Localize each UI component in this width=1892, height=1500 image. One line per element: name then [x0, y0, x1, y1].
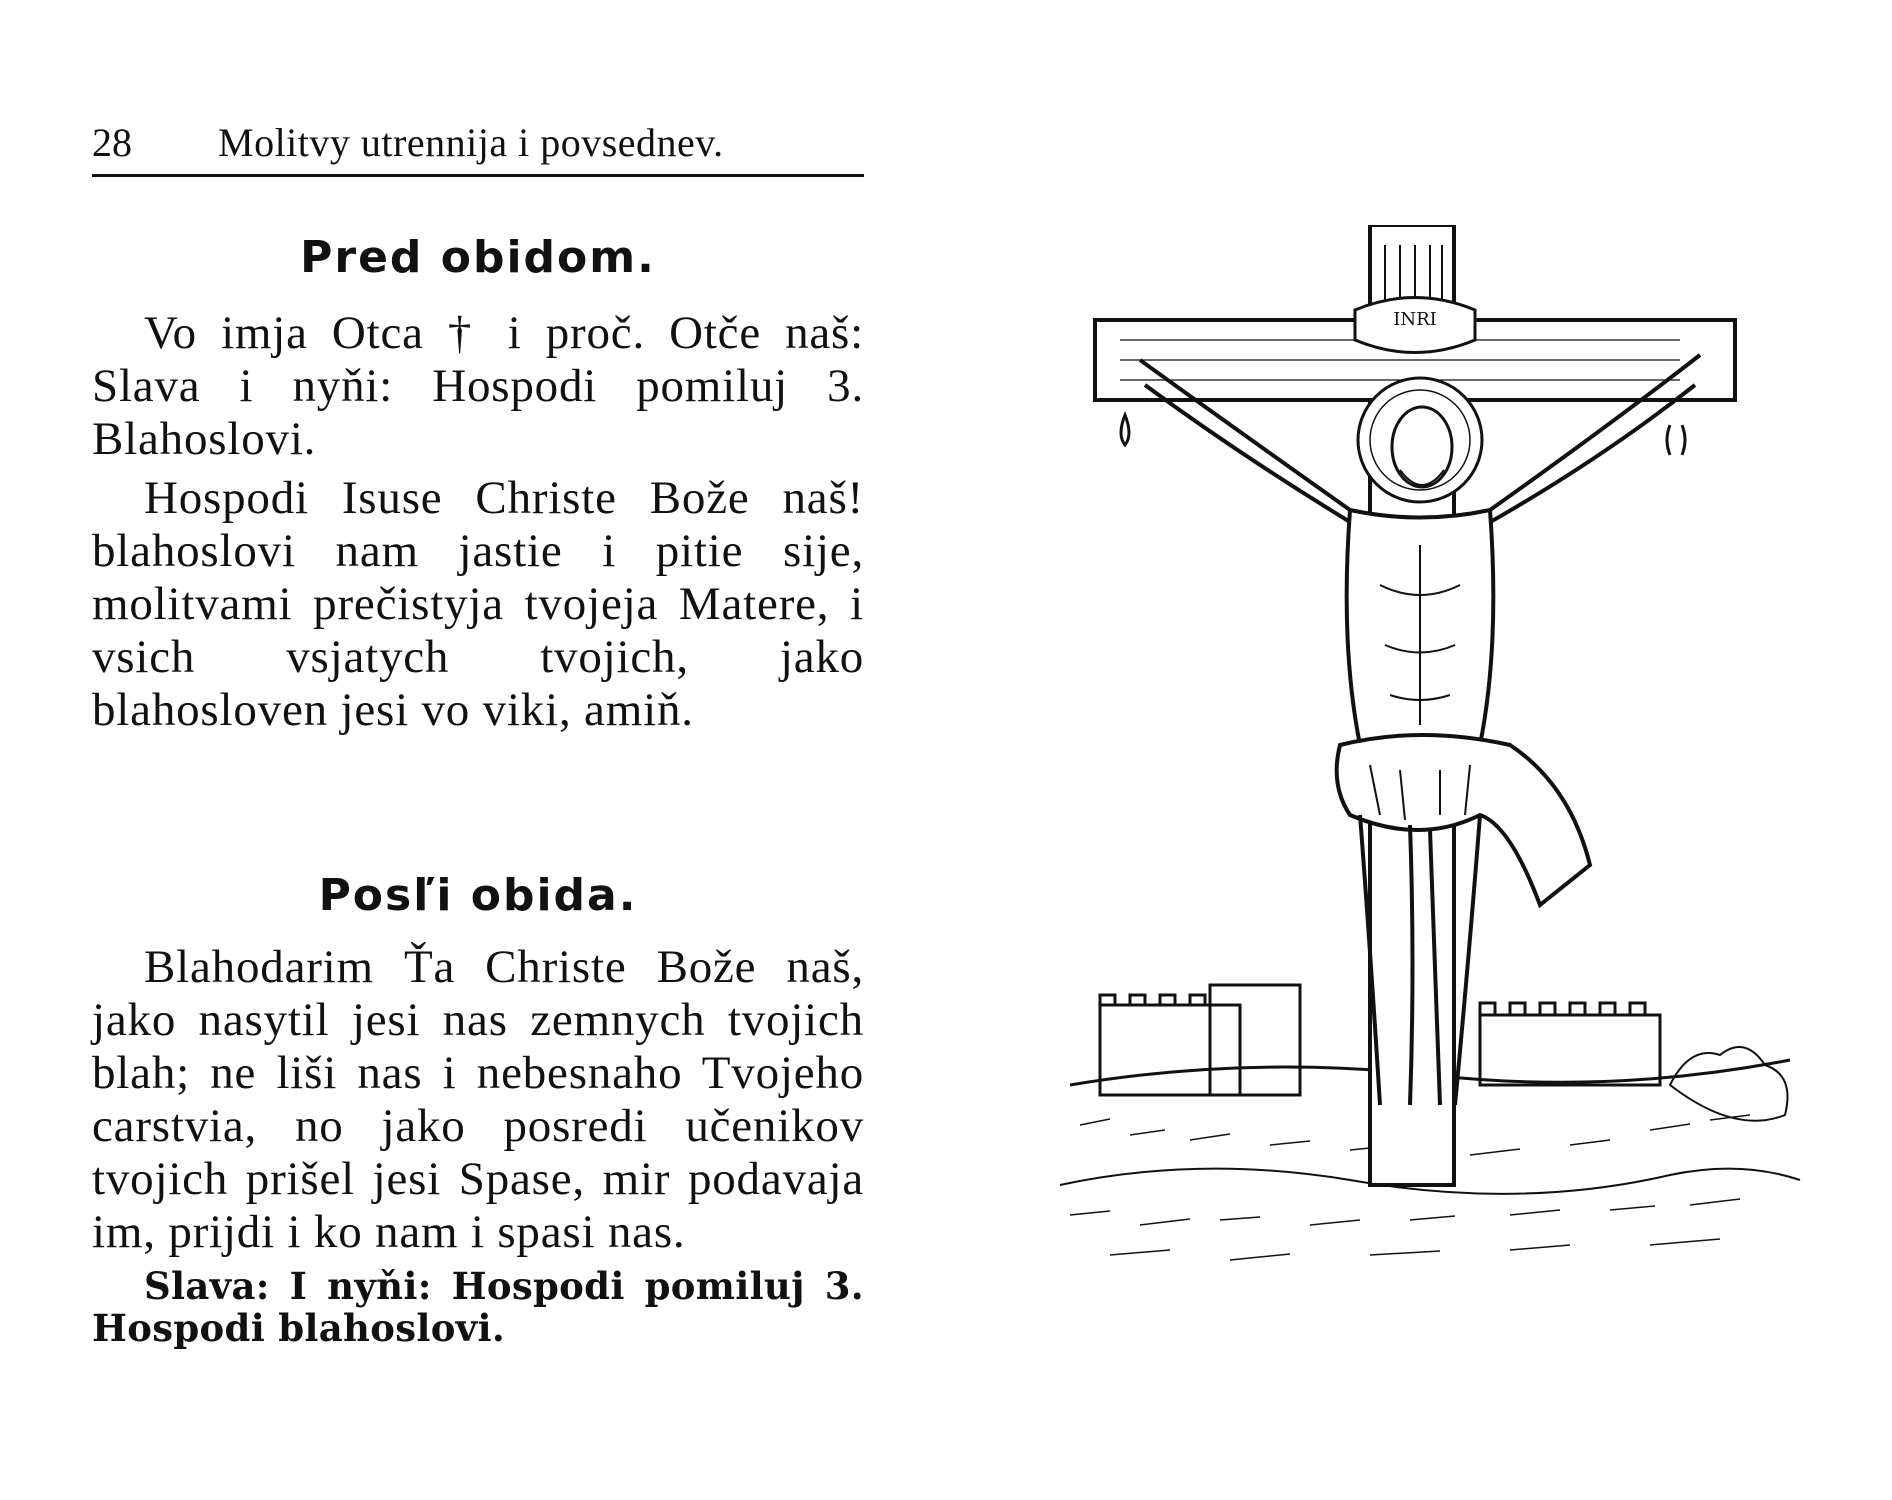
running-title: Molitvy utrennija i povsednev.	[218, 120, 724, 165]
section-posli-obida	[92, 870, 864, 1355]
section-heading: Pred obidom.	[300, 232, 656, 283]
page-header	[92, 112, 864, 177]
closing-line: Slava: I nyňi: Hospodi pomiluj 3. Hospodi blahoslovi.	[92, 1264, 864, 1350]
section-pred-obidom	[92, 232, 864, 743]
crucifix-icon	[1050, 225, 1810, 1355]
titulus-text: INRI	[1393, 309, 1437, 330]
prayer-paragraph: Blahodarim Ťa Christe Bože naš, jako nasytil jesi nas zemnych tvojich blah; ne liši nas i nebesnaho Tvojeho carstvia, no jako posredi učenikov tvojich prišel jesi Spase, mir podavaja im, prijdi i ko nam i spasi nas.	[92, 941, 864, 1258]
crucifix-illustration	[1050, 225, 1810, 1355]
section-heading: Posľi obida.	[318, 870, 638, 921]
prayer-paragraph: Hospodi Isuse Christe Bože naš! blahoslovi nam jastie i pitie sije, molitvami prečistyja tvojeja Matere, i vsich vsjatych tvojich, jako blahosloven jesi vo viki, amiň.	[92, 472, 864, 736]
prayer-paragraph: Vo imja Otca † i proč. Otče naš: Slava i nyňi: Hospodi pomiluj 3. Blahoslovi.	[92, 307, 864, 465]
page-number: 28	[92, 120, 132, 165]
